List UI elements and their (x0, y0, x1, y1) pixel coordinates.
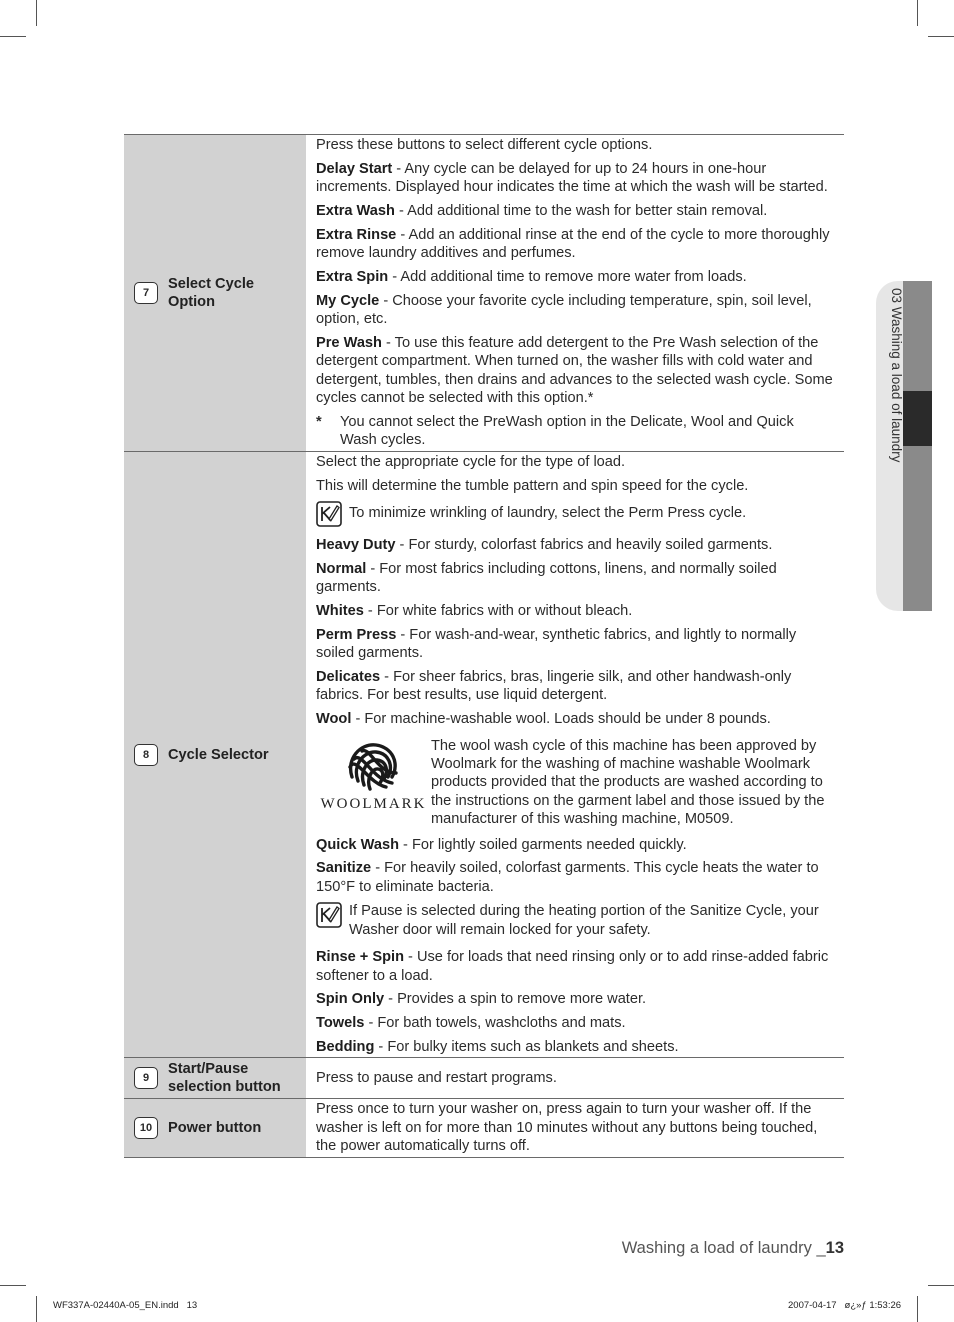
note (316, 902, 834, 939)
row-label: Cycle Selector (168, 746, 269, 763)
row-number-badge: 9 (134, 1067, 158, 1089)
list-item: Sanitize - For heavily soiled, colorfast garments. This cycle heats the water to 150°F to eliminate bacteria. (316, 860, 819, 895)
table-row (124, 452, 844, 1058)
list-item: Perm Press - For wash-and-wear, synthetic fabrics, and lightly to normally soiled garments. (316, 626, 797, 662)
woolmark-text: The wool wash cycle of this machine has been approved by Woolmark for the washing of machine washable Woolmark products provided that the products are washed according to the instructions on the garment label and those issued by the manufacturer of this washing machine, M0509. (431, 737, 825, 828)
list-item: Towels - For bath towels, washcloths and mats. (316, 1015, 626, 1032)
print-slug-file: WF337A-02440A-05_EN.indd 13 (53, 1300, 198, 1311)
note-text: To minimize wrinkling of laundry, select the Perm Press cycle. (349, 505, 747, 522)
table-row (124, 135, 844, 452)
row-label: Power button (168, 1119, 262, 1136)
page-footer (622, 1239, 844, 1258)
row-label: Select Cycle Option (168, 275, 254, 310)
crop-mark (917, 0, 918, 26)
row-text: Press once to turn your washer on, press again to turn your washer off. If the washer is left on for more than 10 minutes without any buttons being touched, the power automatically turns off. (316, 1101, 818, 1155)
row-label: Start/Pause selection button (168, 1061, 281, 1096)
note (316, 501, 834, 527)
crop-mark (36, 0, 37, 26)
row-content-cell (306, 135, 844, 451)
list-item: Extra Rinse - Add an additional rinse at the end of the cycle to more thoroughly remove laundry additives and perfumes. (316, 226, 830, 262)
row-label-cell (124, 135, 306, 451)
list-item: Delicates - For sheer fabrics, bras, lingerie silk, and other handwash-only fabrics. For best results, use liquid detergent. (316, 669, 792, 704)
crop-mark (36, 1296, 37, 1322)
crop-mark (0, 36, 26, 37)
row-content-cell (306, 452, 844, 1057)
chapter-tab-marker (903, 391, 932, 446)
footer-title: Washing a load of laundry _ (621, 1239, 826, 1257)
note-text: If Pause is selected during the heating portion of the Sanitize Cycle, your Washer door will remain locked for your safety. (349, 903, 819, 938)
list-item: Bedding - For bulky items such as blankets and sheets. (316, 1038, 679, 1055)
options-table (124, 134, 844, 1158)
chapter-tab-label: 03 Washing a load of laundry (889, 288, 904, 463)
list-item: Wool - For machine-washable wool. Loads should be under 8 pounds. (316, 711, 771, 728)
crop-mark (928, 36, 954, 37)
list-item: Normal - For most fabrics including cottons, linens, and normally soiled garments. (316, 560, 777, 596)
woolmark-wordmark: WOOLMARK (320, 795, 427, 812)
list-item: Extra Spin - Add additional time to remove more water from loads. (316, 269, 747, 285)
list-item: My Cycle - Choose your favorite cycle including temperature, spin, soil level, option, etc. (316, 292, 812, 328)
list-item: Rinse + Spin - Use for loads that need rinsing only or to add rinse-added fabric softener to a load. (316, 949, 829, 984)
list-item: Pre Wash - To use this feature add detergent to the Pre Wash selection of the detergent compartment. When turned on, the washer fills with cold water and detergent, tumbles, then drains and advances to the selected wash cycle. Some cycles cannot be selected with this option.* (316, 335, 833, 407)
row-label-cell (124, 452, 306, 1057)
list-item: Spin Only - Provides a spin to remove more water. (316, 991, 647, 1008)
print-slug-date: 2007-04-17 ø¿»ƒ 1:53:26 (788, 1300, 902, 1311)
note-icon (316, 902, 342, 928)
footnote-text: You cannot select the PreWash option in the Delicate, Wool and Quick Wash cycles. (340, 414, 794, 449)
woolmark-block (316, 737, 834, 829)
list-item: Heavy Duty - For sturdy, colorfast fabrics and heavily soiled garments. (316, 537, 773, 554)
row-intro: This will determine the tumble pattern and spin speed for the cycle. (316, 477, 749, 494)
row-intro: Press these buttons to select different cycle options. (316, 137, 653, 153)
list-item: Whites - For white fabrics with or without bleach. (316, 603, 633, 620)
list-item: Delay Start - Any cycle can be delayed for up to 24 hours in one-hour increments. Displayed hour indicates the time at which the wash will be started. (316, 160, 828, 196)
row-label-cell (124, 1099, 306, 1156)
row-intro: Select the appropriate cycle for the type of load. (316, 453, 626, 470)
woolmark-logo (316, 737, 431, 829)
row-number-badge: 7 (134, 282, 158, 304)
row-content-cell (306, 1058, 844, 1098)
crop-mark (928, 1285, 954, 1286)
woolmark-icon (342, 737, 406, 797)
note-icon (316, 501, 342, 527)
row-number-badge: 8 (134, 744, 158, 766)
list-item: Quick Wash - For lightly soiled garments needed quickly. (316, 836, 687, 853)
footnote-mark: * (316, 414, 322, 431)
table-row (124, 1099, 844, 1157)
row-number-badge: 10 (134, 1117, 158, 1139)
list-item: Extra Wash - Add additional time to the wash for better stain removal. (316, 203, 768, 219)
row-label-cell (124, 1058, 306, 1098)
chapter-tab-bar (903, 281, 932, 611)
row-text: Press to pause and restart programs. (316, 1070, 557, 1087)
footnote (316, 413, 834, 450)
row-content-cell (306, 1099, 844, 1156)
table-row (124, 1058, 844, 1099)
crop-mark (917, 1296, 918, 1322)
crop-mark (0, 1285, 26, 1286)
page-number: 13 (825, 1239, 844, 1257)
